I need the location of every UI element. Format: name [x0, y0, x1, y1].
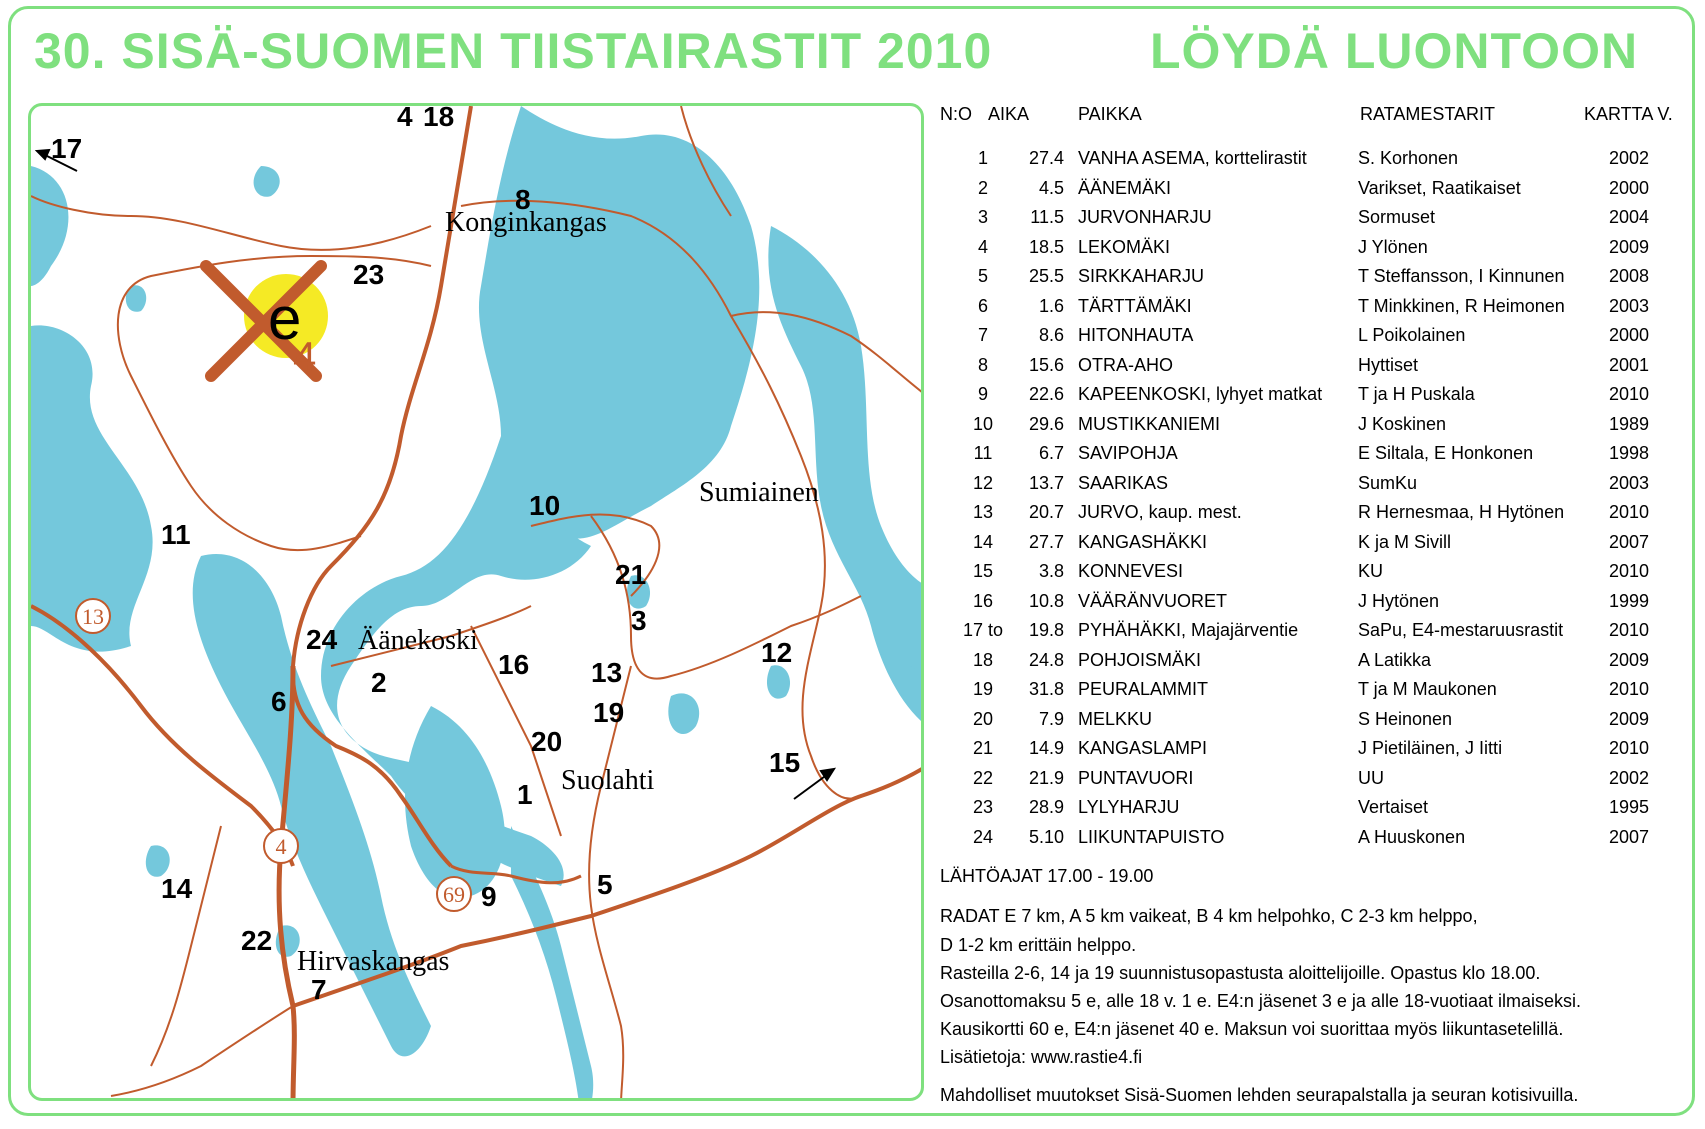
row-no: 8 [977, 354, 988, 375]
row-paikka: SAVIPOHJA [1078, 443, 1178, 463]
row-ratamestarit: T ja H Puskala [1358, 384, 1475, 404]
marker-16: 16 [498, 649, 530, 680]
road-number-69 [437, 877, 471, 911]
row-ratamestarit: J Pietiläinen, J Iitti [1358, 738, 1503, 758]
row-ratamestarit: Varikset, Raatikaiset [1358, 177, 1521, 198]
header-no: N:O [940, 104, 973, 124]
lake-pond-3 [668, 693, 699, 734]
lake-big-north [479, 106, 759, 539]
row-aika: 3.8 [1038, 561, 1064, 581]
row-aika: 28.9 [1028, 797, 1064, 817]
row-no: 17 to [962, 620, 1004, 640]
row-no: 4 [977, 236, 988, 257]
row-paikka: PUNTAVUORI [1078, 767, 1194, 788]
row-ratamestarit: J Hytönen [1358, 590, 1440, 611]
place-konginkangas: Konginkangas [445, 207, 607, 238]
place-sumiainen: Sumiainen [699, 477, 819, 508]
row-aika: 22.6 [1028, 384, 1064, 404]
row-paikka: SIRKKAHARJU [1078, 266, 1205, 286]
row-kartta: 2003 [1608, 295, 1650, 316]
row-no: 2 [977, 177, 988, 198]
header-kartta: KARTTA V. [1584, 104, 1673, 124]
row-kartta: 2009 [1608, 236, 1650, 257]
row-kartta: 2002 [1608, 148, 1650, 168]
row-paikka: LYLYHARJU [1078, 797, 1180, 817]
row-ratamestarit: E Siltala, E Honkonen [1358, 443, 1534, 463]
marker-2: 2 [371, 667, 387, 698]
row-no: 12 [972, 472, 994, 493]
row-no: 21 [972, 738, 994, 758]
marker-24: 24 [306, 624, 338, 655]
row-aika: 15.6 [1028, 354, 1064, 375]
row-no: 16 [972, 590, 994, 611]
map-canvas [31, 106, 924, 1101]
slogan: LÖYDÄ LUONTOON [1150, 23, 1639, 79]
marker-9: 9 [481, 881, 497, 912]
row-kartta: 2010 [1608, 738, 1650, 758]
row-no: 11 [973, 443, 993, 463]
row-aika: 5.10 [1028, 826, 1064, 847]
row-kartta: 2010 [1608, 384, 1650, 404]
season-card-note: Kausikortti 60 e, E4:n jäsenet 40 e. Maksun voi suorittaa myös liikuntasetelillä. [940, 1019, 1564, 1039]
row-no: 22 [972, 767, 994, 788]
row-paikka: LIIKUNTAPUISTO [1078, 826, 1225, 847]
fee-note: Osanottomaksu 5 e, alle 18 v. 1 e. E4:n jäsenet 3 e ja alle 18-vuotiaat ilmaiseksi. [940, 991, 1582, 1011]
row-ratamestarit: Vertaiset [1358, 797, 1429, 817]
header-paikka: PAIKKA [1078, 104, 1142, 124]
row-kartta: 2000 [1608, 177, 1650, 198]
marker-1: 1 [517, 779, 533, 810]
marker-10: 10 [529, 490, 561, 521]
road-konginkangas [31, 196, 431, 250]
row-paikka: KANGASLAMPI [1078, 738, 1208, 758]
row-ratamestarit: T Minkkinen, R Heimonen [1358, 295, 1565, 316]
row-kartta: 1989 [1608, 413, 1650, 434]
water-layer [31, 106, 924, 1101]
row-no: 24 [972, 826, 994, 847]
marker-7: 7 [311, 974, 327, 1005]
header-ratamestarit: RATAMESTARIT [1360, 104, 1495, 124]
row-ratamestarit: A Huuskonen [1358, 826, 1466, 847]
area-map [28, 103, 924, 1101]
page-title: 30. SISÄ-SUOMEN TIISTAIRASTIT 2010 [34, 23, 993, 79]
row-ratamestarit: L Poikolainen [1358, 325, 1466, 345]
row-no: 23 [972, 797, 994, 817]
row-aika: 31.8 [1028, 679, 1064, 699]
row-kartta: 2003 [1608, 472, 1650, 493]
row-no: 14 [972, 531, 994, 552]
row-no: 20 [972, 708, 994, 729]
row-no: 6 [977, 295, 988, 316]
row-ratamestarit: SaPu, E4-mestaruusrastit [1358, 620, 1564, 640]
row-paikka: KANGASHÄKKI [1078, 531, 1208, 552]
lake-pond-1 [254, 166, 280, 197]
header-aika: AIKA [988, 104, 1030, 124]
row-kartta: 2007 [1608, 531, 1650, 552]
row-no: 5 [977, 266, 988, 286]
row-paikka: POHJOISMÄKI [1078, 649, 1202, 670]
marker-8: 8 [515, 184, 531, 215]
more-info-link[interactable]: Lisätietoja: www.rastie4.fi [940, 1047, 1143, 1067]
row-no: 15 [972, 561, 994, 581]
marker-21: 21 [615, 559, 647, 590]
marker-15: 15 [769, 747, 801, 778]
marker-3: 3 [631, 605, 647, 636]
marker-17: 17 [51, 133, 83, 164]
row-kartta: 2001 [1608, 354, 1650, 375]
row-no: 19 [972, 679, 994, 699]
row-ratamestarit: T Steffansson, I Kinnunen [1358, 266, 1565, 286]
changes-note: Mahdolliset muutokset Sisä-Suomen lehden seurapalstalla ja seuran kotisivuilla. [940, 1085, 1579, 1105]
row-aika: 11.5 [1030, 207, 1064, 227]
row-aika: 29.6 [1028, 413, 1064, 434]
row-aika: 24.8 [1028, 649, 1064, 670]
row-kartta: 2002 [1608, 767, 1650, 788]
row-paikka: MELKKU [1078, 708, 1153, 729]
row-ratamestarit: Hyttiset [1358, 354, 1419, 375]
row-aika: 7.9 [1038, 708, 1064, 729]
marker-19: 19 [593, 697, 625, 728]
row-aika: 13.7 [1028, 472, 1064, 493]
row-no: 13 [972, 502, 994, 522]
start-times: LÄHTÖAJAT 17.00 - 19.00 [940, 866, 1154, 886]
marker-12: 12 [761, 637, 793, 668]
row-aika: 21.9 [1028, 767, 1064, 788]
row-ratamestarit: J Ylönen [1358, 236, 1428, 257]
row-kartta: 2010 [1608, 620, 1650, 640]
svg-text:e: e [268, 285, 302, 352]
marker-6: 6 [271, 686, 287, 717]
marker-4: 4 [397, 106, 413, 132]
marker-18: 18 [423, 106, 455, 132]
row-kartta: 2010 [1608, 679, 1650, 699]
row-kartta: 2000 [1608, 325, 1650, 345]
row-ratamestarit: Sormuset [1358, 207, 1436, 227]
row-no: 9 [977, 384, 988, 404]
row-aika: 27.4 [1028, 148, 1064, 168]
row-aika: 18.5 [1028, 236, 1064, 257]
row-paikka: PYHÄHÄKKI, Majajärventie [1078, 620, 1299, 640]
row-paikka: ÄÄNEMÄKI [1078, 177, 1172, 198]
row-no: 7 [977, 325, 988, 345]
row-kartta: 1999 [1608, 590, 1650, 611]
row-kartta: 2010 [1608, 561, 1650, 581]
row-paikka: JURVO, kaup. mest. [1078, 502, 1242, 522]
place-suolahti: Suolahti [561, 765, 655, 796]
road-hirvaskangas [111, 1006, 293, 1096]
row-no: 18 [972, 649, 994, 670]
row-ratamestarit: S Heinonen [1358, 708, 1453, 729]
svg-text:69: 69 [443, 882, 465, 907]
row-ratamestarit: K ja M Sivill [1358, 531, 1452, 552]
svg-text:13: 13 [82, 604, 104, 629]
row-aika: 4.5 [1038, 177, 1064, 198]
marker-13: 13 [591, 657, 623, 688]
row-paikka: KONNEVESI [1078, 561, 1184, 581]
guidance-note: Rasteilla 2-6, 14 ja 19 suunnistusopastusta aloittelijoille. Opastus klo 18.00. [940, 963, 1541, 983]
row-paikka: KAPEENKOSKI, lyhyet matkat [1078, 384, 1323, 404]
row-paikka: TÄRTTÄMÄKI [1078, 295, 1192, 316]
row-paikka: VÄÄRÄNVUORET [1078, 590, 1228, 611]
courses-line-2: D 1-2 km erittäin helppo. [940, 935, 1137, 955]
marker-22: 22 [241, 925, 273, 956]
marker-5: 5 [597, 869, 613, 900]
row-aika: 20.7 [1028, 502, 1064, 522]
row-ratamestarit: KU [1358, 561, 1384, 581]
row-ratamestarit: T ja M Maukonen [1358, 679, 1497, 699]
row-ratamestarit: S. Korhonen [1358, 148, 1459, 168]
row-kartta: 2009 [1608, 708, 1650, 729]
road-number-4 [264, 829, 298, 863]
row-no: 3 [977, 207, 988, 227]
road-number-13 [76, 599, 110, 633]
row-paikka: HITONHAUTA [1078, 325, 1194, 345]
row-aika: 10.8 [1028, 590, 1064, 611]
row-aika: 1.6 [1038, 295, 1064, 316]
marker-11: 11 [161, 519, 191, 550]
row-kartta: 1995 [1608, 797, 1650, 817]
row-paikka: MUSTIKKANIEMI [1078, 413, 1221, 434]
marker-20: 20 [531, 726, 563, 757]
row-ratamestarit: A Latikka [1358, 649, 1432, 670]
place-hirvaskangas: Hirvaskangas [297, 946, 450, 977]
lake-pond-4 [767, 665, 790, 698]
row-aika: 27.7 [1028, 531, 1064, 552]
courses-line-1: RADAT E 7 km, A 5 km vaikeat, B 4 km helpohko, C 2-3 km helppo, [940, 906, 1478, 926]
row-aika: 25.5 [1028, 266, 1064, 286]
lake-northwest [31, 166, 68, 286]
row-paikka: SAARIKAS [1078, 472, 1169, 493]
row-kartta: 1998 [1608, 443, 1650, 463]
row-kartta: 2010 [1608, 502, 1650, 522]
row-aika: 8.6 [1038, 325, 1064, 345]
row-paikka: OTRA-AHO [1078, 354, 1174, 375]
row-kartta: 2008 [1608, 266, 1650, 286]
row-no: 1 [977, 148, 988, 168]
row-kartta: 2009 [1608, 649, 1650, 670]
svg-text:4: 4 [275, 834, 287, 859]
row-paikka: JURVONHARJU [1078, 207, 1212, 227]
row-paikka: LEKOMÄKI [1078, 236, 1171, 257]
row-ratamestarit: J Koskinen [1358, 413, 1447, 434]
row-kartta: 2007 [1608, 826, 1650, 847]
svg-text:4: 4 [293, 333, 317, 380]
row-no: 10 [972, 413, 994, 434]
row-aika: 19.8 [1028, 620, 1064, 640]
row-ratamestarit: SumKu [1358, 472, 1418, 493]
place-aanekoski: Äänekoski [358, 625, 478, 656]
row-ratamestarit: R Hernesmaa, H Hytönen [1358, 502, 1565, 522]
row-paikka: PEURALAMMIT [1078, 679, 1209, 699]
row-aika: 6.7 [1038, 443, 1064, 463]
row-kartta: 2004 [1608, 207, 1650, 227]
marker-14: 14 [161, 873, 193, 904]
e4-logo [206, 266, 328, 380]
row-paikka: VANHA ASEMA, korttelirastit [1078, 148, 1307, 168]
row-ratamestarit: UU [1358, 767, 1384, 788]
row-aika: 14.9 [1028, 738, 1064, 758]
marker-23: 23 [353, 259, 385, 290]
